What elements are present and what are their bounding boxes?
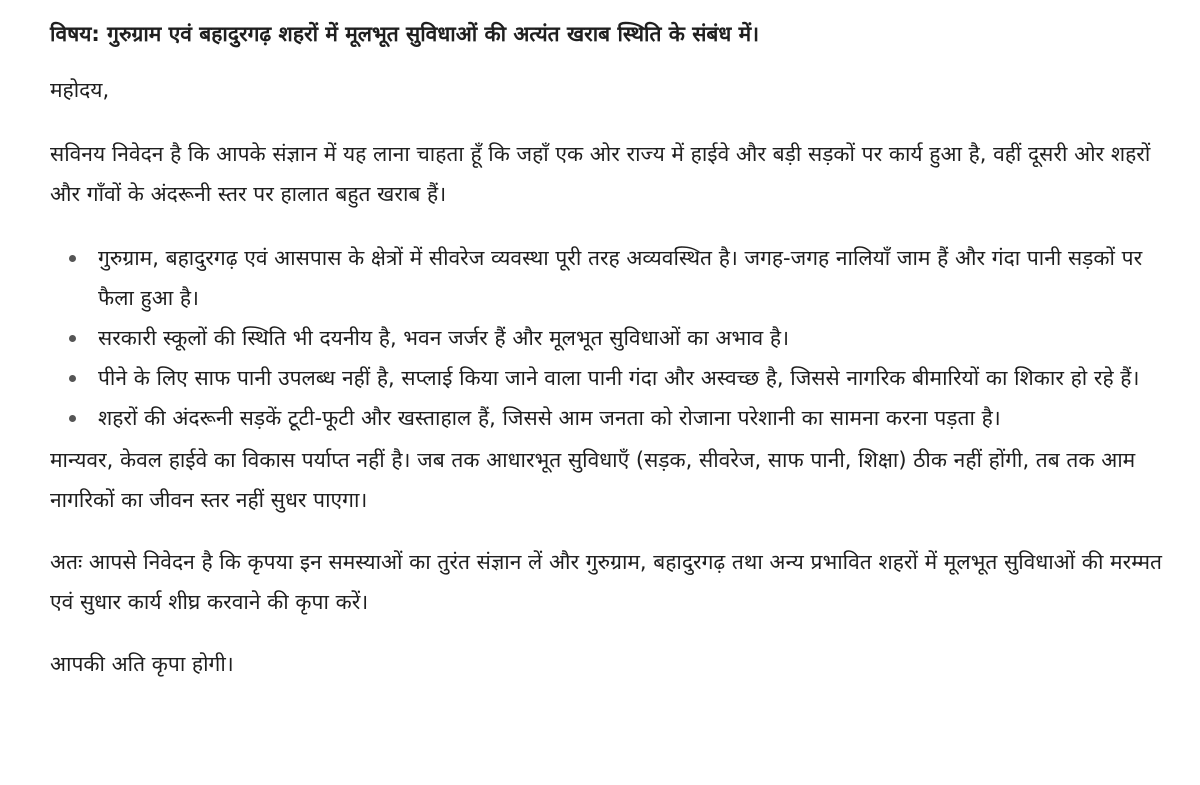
letter-closing: आपकी अति कृपा होगी। bbox=[50, 652, 234, 676]
bullet-icon bbox=[69, 415, 76, 422]
list-item bbox=[50, 238, 1170, 318]
list-item-text: सरकारी स्कूलों की स्थिति भी दयनीय है, भवन जर्जर हैं और मूलभूत सुविधाओं का अभाव है। bbox=[98, 326, 790, 350]
letter-subject: विषय: गुरुग्राम एवं बहादुरगढ़ शहरों में मूलभूत सुविधाओं की अत्यंत खराब स्थिति के संबंध में। bbox=[50, 22, 760, 46]
request-paragraph: अतः आपसे निवेदन है कि कृपया इन समस्याओं का तुरंत संज्ञान लें और गुरुग्राम, बहादुरगढ़ तथा अन्य प्रभावित शहरों में मूलभूत सुविधाओं की मरम्मत एवं सुधार कार्य शीघ्र करवाने की कृपा करें। bbox=[50, 550, 1163, 614]
intro-paragraph: सविनय निवेदन है कि आपके संज्ञान में यह लाना चाहता हूँ कि जहाँ एक ओर राज्य में हाईवे और बड़ी सड़कों पर कार्य हुआ है, वहीं दूसरी ओर शहरों और गाँवों के अंदरूनी स्तर पर हालात बहुत खराब हैं। bbox=[50, 142, 1151, 206]
list-item-text: पीने के लिए साफ पानी उपलब्ध नहीं है, सप्लाई किया जाने वाला पानी गंदा और अस्वच्छ है, जिससे नागरिक बीमारियों का शिकार हो रहे हैं। bbox=[98, 366, 1140, 390]
highway-paragraph: मान्यवर, केवल हाईवे का विकास पर्याप्त नहीं है। जब तक आधारभूत सुविधाएँ (सड़क, सीवरेज, साफ पानी, शिक्षा) ठीक नहीं होंगी, तब तक आम नागरिकों का जीवन स्तर नहीं सुधर पाएगा। bbox=[50, 448, 1136, 512]
letter-salutation: महोदय, bbox=[50, 78, 110, 102]
list-item bbox=[50, 358, 1170, 398]
list-item bbox=[50, 318, 1170, 358]
bullet-icon bbox=[69, 335, 76, 342]
list-item-text: शहरों की अंदरूनी सड़कें टूटी-फूटी और खस्ताहाल हैं, जिससे आम जनता को रोजाना परेशानी का सामना करना पड़ता है। bbox=[98, 406, 1001, 430]
bullet-icon bbox=[69, 375, 76, 382]
list-item bbox=[50, 398, 1170, 438]
issues-list bbox=[50, 238, 1170, 438]
list-item-text: गुरुग्राम, बहादुरगढ़ एवं आसपास के क्षेत्रों में सीवरेज व्यवस्था पूरी तरह अव्यवस्थित है। जगह-जगह नालियाँ जाम हैं और गंदा पानी सड़कों पर फैला हुआ है। bbox=[98, 246, 1143, 310]
bullet-icon bbox=[69, 255, 76, 262]
